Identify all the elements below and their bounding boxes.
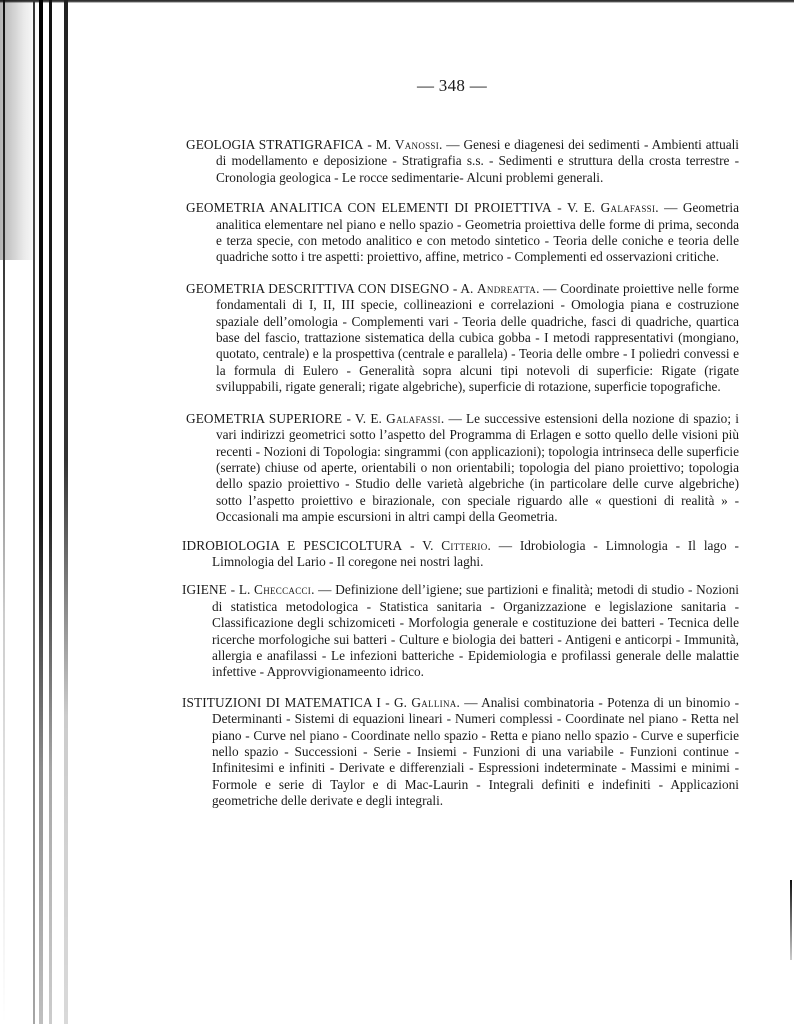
author-initials: V. E. [354,410,382,426]
separator-dash: . — [536,280,561,296]
separator-dash: . — [440,410,467,426]
course-entry [182,695,739,810]
author-initials: V. E. [566,200,596,216]
separator: - [226,582,239,598]
course-list [182,137,740,810]
course-description: Genesi e diagenesi dei sedimenti - Ambienti attuali di modellamento e deposizione - Stratigrafia s.s. - Sedimenti e struttura della crosta terrestre - Cronologia geologica - Le rocce sedimentarie- Alcuni problemi generali. [216,137,740,185]
separator: - [363,137,376,152]
scan-right-edge [790,880,792,960]
course-entry [182,582,739,680]
course-subject: GEOMETRIA DESCRITTIVA CON DISEGNO [186,280,450,296]
separator-dash: . — [456,694,482,710]
course-subject: IGIENE [182,582,227,598]
separator: - [449,280,461,296]
author-initials: M. [375,137,391,152]
separator-dash: . — [487,537,520,553]
separator: - [380,694,395,710]
author-initials: A. [460,280,474,296]
separator: - [402,537,423,553]
course-entry [186,281,739,396]
binding-line [3,0,5,1024]
separator: - [551,200,567,216]
author-name: Gallina [411,694,457,710]
course-subject: GEOLOGIA STRATIGRAFICA [186,137,364,152]
course-description: Idrobiologia - Limnologia - Il lago - Limnologia del Lario - Il coregone nei nostri laghi. [212,537,739,569]
course-description: Le successive estensioni della nozione di spazio; i vari indirizzi geometrici sotto l’aspetto del Programma di Erlagen e sotto quello delle visioni più recenti - Nozioni di Topologia: singrammi (con applicazioni); topologia intrinseca delle superficie (serrate) chiuse od aperte, orientabili o non orientabili; topologia del piano proiettivo; topologia dello spazio proiettivo - Studio delle varietà algebriche (in particolare delle curve algebriche) sotto l’aspetto proiettivo e birazionale, con speciale riguardo alle « questioni di realità » - Occasionali ma ampie escursioni in altri campi della Geometria. [216,410,739,525]
course-entry [186,411,739,526]
binding-line [49,0,52,1024]
course-entry [186,137,739,186]
course-subject: ISTITUZIONI DI MATEMATICA I [182,694,381,710]
page-number-label: — 348 — [416,76,488,95]
separator-dash: . — [439,137,464,152]
author-name: Checcacci [254,582,312,598]
course-description: Coordinate proiettive nelle forme fondamentali di I, II, III specie, collineazioni e correlazioni - Omologia piana e costruzione spaziale dell’omologia - Complementi vari - Teoria delle quadriche, fasci di quadriche, quartica base del fascio, trattazione sistematica della cubica gobba - I metodi rappresentativi (mongiano, quotato, centrale) e la prospettiva (centrale e parallela) - Teoria delle ombre - I poliedri convessi e la formula di Eulero - Generalità sopra alcuni tipi notevoli di superficie: Rigate (rigate sviluppabili, rigate generali; rigate algebriche), superficie di rotazione, superficie topografiche. [216,280,739,395]
course-entry [182,538,739,571]
author-name: Vanossi [394,137,440,152]
course-subject: IDROBIOLOGIA E PESCICOLTURA [182,537,403,553]
course-entry [186,200,739,266]
binding-line [33,0,35,1024]
separator: - [342,410,355,426]
author-initials: G. [394,694,407,710]
scan-binding-shadow [0,0,75,1024]
page-number [0,76,794,96]
separator-dash: . — [311,582,336,598]
author-name: Galafassi [600,200,656,216]
author-initials: L. [238,582,251,598]
scan-top-edge [0,0,794,3]
binding-line [64,0,68,1024]
author-name: Citterio [441,537,488,553]
course-description: Analisi combinatoria - Potenza di un binomio - Determinanti - Sistemi di equazioni lineari - Numeri complessi - Coordinate nel piano - Retta nel piano - Curve nel piano - Coordinate nello spazio - Retta e piano nello spazio - Curve e superficie nello spazio - Successioni - Serie - Insiemi - Funzioni di una variabile - Funzioni continue - Infinitesimi e infiniti - Derivate e differenziali - Espressioni indeterminate - Massimi e minimi - Formole e serie di Taylor e di Mac-Laurin - Integrali definiti e indefiniti - Applicazioni geometriche delle derivate e degli integrali. [212,694,740,809]
author-name: Andreatta [477,280,537,296]
course-description: Definizione dell’igiene; sue partizioni e finalità; metodi di studio - Nozioni di statistica metodologica - Statistica sanitaria - Organizzazione e legislazione sanitaria - Classificazione degli schizomiceti - Morfologia generale e costituzione dei batteri - Tecnica delle ricerche morfologiche sui batteri - Culture e biologia dei batteri - Antigeni e anticorpi - Immunità, allergia e anafilassi - Le infezioni batteriche - Epidemiologia e profilassi generale delle malattie infettive - Approvvigionameento idrico. [212,582,739,680]
course-description: Geometria analitica elementare nel piano e nello spazio - Geometria proiettiva delle forme di prima, seconda e terza specie, con metodo analitico e con metodo sintetico - Teoria delle coniche e teoria delle quadriche sotto i tre aspetti: proiettivo, affine, metrico - Complementi ed osservazioni critiche. [216,200,740,265]
binding-line [39,0,43,1024]
author-initials: V. [422,537,434,553]
author-name: Galafassi [386,410,441,426]
course-subject: GEOMETRIA ANALITICA CON ELEMENTI DI PROIETTIVA [186,200,552,216]
course-subject: GEOMETRIA SUPERIORE [186,410,343,426]
separator-dash: . — [655,200,683,216]
